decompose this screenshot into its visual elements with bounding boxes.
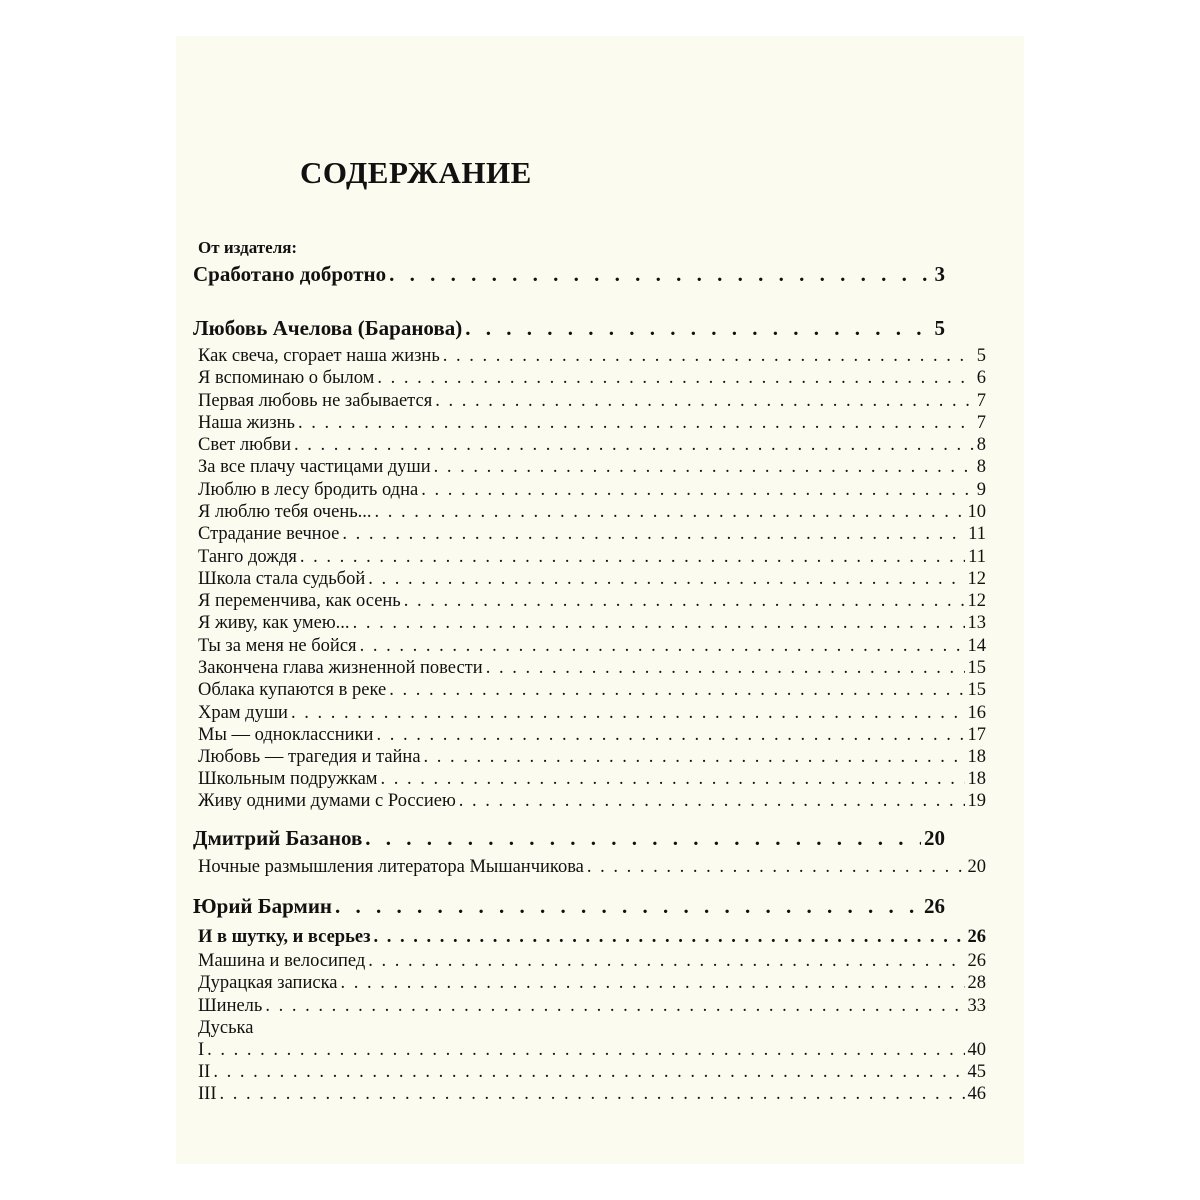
entry-title: Живу одними думами с Россиею [198, 791, 456, 811]
entry-page: 26 [967, 951, 986, 971]
entry-title: Машина и велосипед [198, 951, 366, 971]
entry-page: 6 [976, 368, 986, 388]
dot-leader [459, 791, 965, 812]
toc-section-publisher [193, 262, 945, 287]
entry-page: 7 [976, 391, 986, 411]
dot-leader [368, 569, 964, 590]
entry-title: Сработано добротно [193, 262, 387, 286]
toc-entry [198, 480, 986, 501]
entry-page: 3 [934, 262, 945, 286]
toc-entry [198, 1084, 986, 1105]
entry-page: 20 [967, 857, 986, 877]
dot-leader [443, 346, 974, 367]
dot-leader [368, 951, 964, 972]
entry-title: III [198, 1084, 217, 1104]
dot-leader [291, 703, 965, 724]
entry-title: Наша жизнь [198, 413, 295, 433]
entry-title: Первая любовь не забывается [198, 391, 433, 411]
toc-entry [198, 1040, 986, 1061]
entry-page: 28 [967, 973, 986, 993]
toc-section-achelova [193, 316, 945, 341]
toc-section-bazanov [193, 826, 945, 851]
dot-leader [353, 613, 965, 634]
dot-leader [294, 435, 974, 456]
toc-entry [198, 547, 986, 568]
dot-leader [376, 725, 964, 746]
entry-title: Закончена глава жизненной повести [198, 658, 483, 678]
dot-leader [213, 1062, 964, 1083]
entry-page: 7 [976, 413, 986, 433]
dot-leader [381, 769, 965, 790]
entry-page: 15 [967, 658, 986, 678]
dot-leader [404, 591, 965, 612]
toc-entry [198, 973, 986, 994]
dot-leader [389, 680, 964, 701]
entry-title: I [198, 1040, 205, 1060]
entry-title: Любовь — трагедия и тайна [198, 747, 421, 767]
entry-page: 19 [967, 791, 986, 811]
entry-page: 45 [967, 1062, 986, 1082]
toc-entry [198, 569, 986, 590]
dot-leader [389, 262, 931, 287]
dot-leader [300, 547, 965, 568]
toc-entry [198, 725, 986, 746]
entry-page: 46 [967, 1084, 986, 1104]
toc-subsection [198, 927, 986, 948]
entry-title: Я переменчива, как осень [198, 591, 401, 611]
entry-page: 12 [967, 591, 986, 611]
dot-leader [421, 480, 974, 501]
dot-leader [434, 457, 974, 478]
dot-leader [424, 747, 965, 768]
toc-entry [198, 996, 986, 1017]
entry-title: Я живу, как умею... [198, 613, 350, 633]
entry-page: 8 [976, 435, 986, 455]
dot-leader [587, 857, 965, 878]
toc-section-barmin [193, 894, 945, 919]
entry-title: Страдание вечное [198, 524, 340, 544]
dot-leader [219, 1084, 964, 1105]
toc-entry [198, 636, 986, 657]
toc-entry [198, 435, 986, 456]
toc-entry [198, 658, 986, 679]
entry-page: 20 [924, 826, 945, 850]
toc-entry [198, 747, 986, 768]
entry-title: За все плачу частицами души [198, 457, 431, 477]
dot-leader [335, 894, 921, 919]
entry-title: II [198, 1062, 211, 1082]
entry-page: 11 [968, 547, 986, 567]
entry-page: 10 [967, 502, 986, 522]
dot-leader [265, 996, 964, 1017]
dot-leader [342, 524, 965, 545]
toc-entry [198, 391, 986, 412]
entry-title: Шинель [198, 996, 263, 1016]
dot-leader [375, 502, 965, 523]
entry-title: Школьным подружкам [198, 769, 378, 789]
dot-leader [365, 826, 921, 851]
entry-page: 5 [976, 346, 986, 366]
entry-page: 26 [967, 927, 986, 947]
entry-title: Я вспоминаю о былом [198, 368, 375, 388]
toc-entry [198, 413, 986, 434]
entry-page: 17 [967, 725, 986, 745]
dot-leader [465, 316, 931, 341]
entry-title: И в шутку, и всерьез [198, 927, 371, 947]
entry-title: Ты за меня не бойся [198, 636, 357, 656]
toc-entry [198, 591, 986, 612]
dot-leader [207, 1040, 964, 1061]
entry-page: 40 [967, 1040, 986, 1060]
entry-title: Дурацкая записка [198, 973, 338, 993]
toc-entry [198, 368, 986, 389]
entry-title: Школа стала судьбой [198, 569, 366, 589]
entry-page: 9 [976, 480, 986, 500]
toc-entry [198, 951, 986, 972]
dot-leader [435, 391, 974, 412]
entry-title: Дмитрий Базанов [193, 826, 363, 850]
entry-title: Свет любви [198, 435, 291, 455]
entry-page: 12 [967, 569, 986, 589]
entry-title: Облака купаются в реке [198, 680, 387, 700]
page-title: СОДЕРЖАНИЕ [300, 155, 532, 190]
entry-page: 18 [967, 747, 986, 767]
entry-page: 13 [967, 613, 986, 633]
entry-title: Храм души [198, 703, 288, 723]
entry-page: 14 [967, 636, 986, 656]
entry-page: 26 [924, 894, 945, 918]
dot-leader [341, 973, 965, 994]
entry-title: Любовь Ачелова (Баранова) [193, 316, 463, 340]
toc-entry [198, 857, 986, 878]
toc-entry [198, 1062, 986, 1083]
entry-title: Мы — одноклассники [198, 725, 374, 745]
entry-title: Я люблю тебя очень... [198, 502, 372, 522]
publisher-label: От издателя: [198, 238, 298, 257]
toc-entry [198, 346, 986, 367]
dot-leader [377, 368, 973, 389]
entry-page: 11 [968, 524, 986, 544]
entry-page: 16 [967, 703, 986, 723]
toc-entry [198, 791, 986, 812]
dot-leader [298, 413, 974, 434]
toc-entry [198, 457, 986, 478]
entry-page: 8 [976, 457, 986, 477]
entry-page: 5 [934, 316, 945, 340]
toc-entry [198, 703, 986, 724]
entry-title: Юрий Бармин [193, 894, 333, 918]
toc-entry [198, 524, 986, 545]
entry-page: 18 [967, 769, 986, 789]
entry-title: Ночные размышления литератора Мышанчикова [198, 857, 584, 877]
toc-entry [198, 769, 986, 790]
entry-page: 15 [967, 680, 986, 700]
entry-title: Люблю в лесу бродить одна [198, 480, 419, 500]
toc-entry [198, 502, 986, 523]
dot-leader [360, 636, 965, 657]
dot-leader [374, 927, 965, 948]
toc-entry [198, 613, 986, 634]
entry-title: Танго дождя [198, 547, 297, 567]
entry-page: 33 [967, 996, 986, 1016]
toc-entry [198, 680, 986, 701]
dot-leader [486, 658, 965, 679]
toc-entry-heading: Дуська [198, 1018, 254, 1038]
entry-title: Как свеча, сгорает наша жизнь [198, 346, 440, 366]
